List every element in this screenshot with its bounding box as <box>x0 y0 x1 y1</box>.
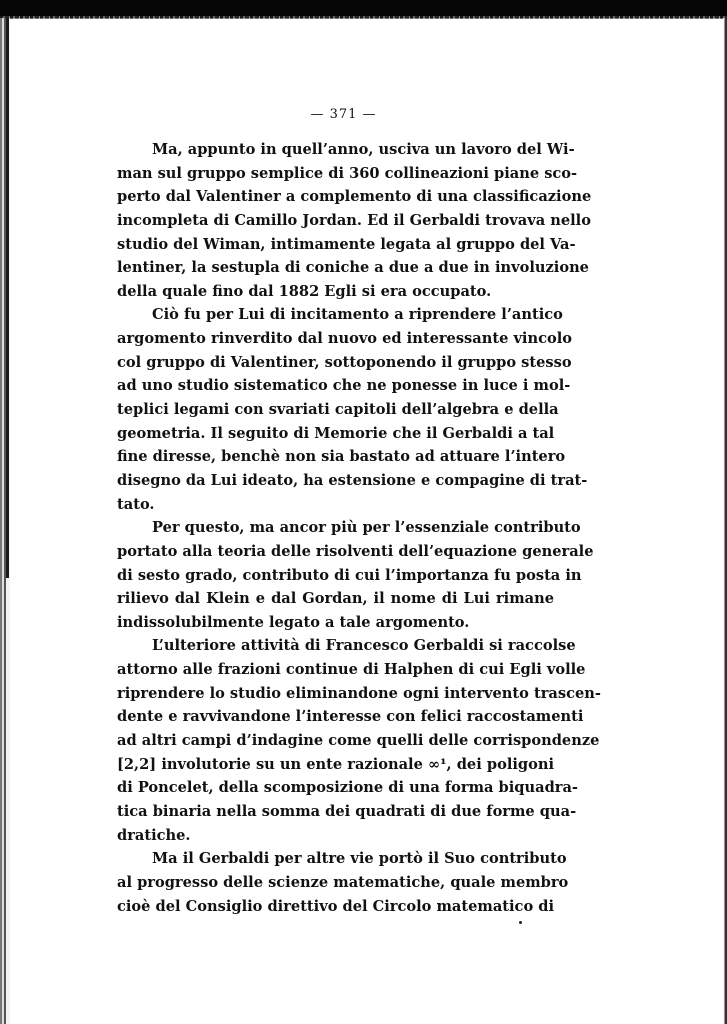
text-line: tato. <box>117 495 155 513</box>
text-line: man sul gruppo semplice di 360 collineazioni piane sco- <box>117 164 578 182</box>
paragraph <box>117 516 594 634</box>
paragraph <box>117 138 592 303</box>
page-number: — 371 — <box>310 107 377 122</box>
text-line: dratiche. <box>117 826 191 844</box>
text-line: cioè del Consiglio direttivo del Circolo matematico di <box>117 897 555 915</box>
text-line: studio del Wiman, intimamente legata al gruppo del Va- <box>117 235 576 253</box>
text-line: fine diresse, benchè non sia bastato ad attuare l’intero <box>117 448 566 466</box>
text-line: disegno da Lui ideato, ha estensione e compagine di trat- <box>117 471 588 489</box>
text-line: geometria. Il seguito di Memorie che il Gerbaldi a tal <box>117 424 555 442</box>
text-line: [2,2] involutorie su un ente razionale ∞¹, dei poligoni <box>117 755 554 773</box>
text-line: della quale fino dal 1882 Egli si era occupato. <box>117 282 492 300</box>
text-line: incompleta di Camillo Jordan. Ed il Gerbaldi trovava nello <box>117 211 591 229</box>
text-line: ad altri campi d’indagine come quelli delle corrispondenze <box>117 732 600 750</box>
scan-top-border-edge <box>0 16 727 19</box>
text-line: tica binaria nella somma dei quadrati di due forme qua- <box>117 802 577 820</box>
body-text <box>117 138 601 918</box>
text-line: al progresso delle scienze matematiche, quale membro <box>117 873 569 891</box>
text-line: Ma il Gerbaldi per altre vie portò il Suo contributo <box>152 850 567 868</box>
text-line: col gruppo di Valentiner, sottoponendo il gruppo stesso <box>117 353 572 371</box>
text-line: indissolubilmente legato a tale argomento. <box>117 613 470 631</box>
text-line: argomento rinverdito dal nuovo ed interessante vincolo <box>117 330 572 348</box>
text-line: lentiner, la sestupla di coniche a due a due in involuzione <box>117 259 589 277</box>
text-line: teplici legami con svariati capitoli dell’algebra e della <box>117 401 559 419</box>
book-spine-shadow <box>6 18 9 578</box>
text-line: di Poncelet, della scomposizione di una forma biquadra- <box>117 779 578 797</box>
text-line: rilievo dal Klein e dal Gordan, il nome di Lui rimane <box>117 590 554 608</box>
text-line: Ciò fu per Lui di incitamento a riprendere l’antico <box>152 306 563 324</box>
paragraph <box>117 303 588 516</box>
text-line: di sesto grado, contributo di cui l’importanza fu posta in <box>117 566 582 584</box>
scan-right-border <box>723 18 727 1024</box>
text-line: ad uno studio sistematico che ne ponesse in luce i mol- <box>117 377 571 395</box>
text-line: Ma, appunto in quell’anno, usciva un lavoro del Wi- <box>152 141 575 158</box>
paragraph <box>117 634 601 847</box>
paragraph <box>117 847 569 918</box>
text-line: Per questo, ma ancor più per l’essenziale contributo <box>152 519 581 537</box>
text-line: riprendere lo studio eliminandone ogni intervento trascen- <box>117 684 601 702</box>
text-line: L’ulteriore attività di Francesco Gerbaldi si raccolse <box>152 637 576 655</box>
scan-speck <box>519 921 522 924</box>
text-line: attorno alle frazioni continue di Halphen di cui Egli volle <box>117 661 586 679</box>
text-line: dente e ravvivandone l’interesse con felici raccostamenti <box>117 708 584 726</box>
text-line: portato alla teoria delle risolventi dell’equazione generale <box>117 542 594 560</box>
text-line: perto dal Valentiner a complemento di una classificazione <box>117 188 592 206</box>
